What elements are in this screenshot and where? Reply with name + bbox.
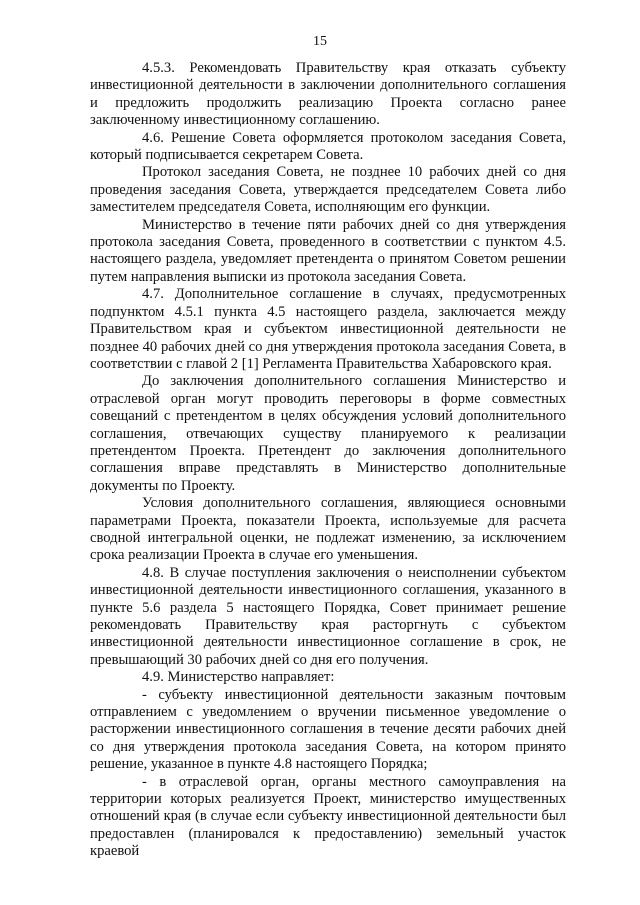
paragraph-4-5-3: 4.5.3. Рекомендовать Правительству края отказать субъекту инвестиционной деятельности в заключении дополнительного соглашения и предложить продолжить реализацию Проекта согласно ранее заключенному инвестиционному соглашению. (90, 60, 566, 129)
paragraph-protocol-approval: Протокол заседания Совета, не позднее 10 рабочих дней со дня проведения заседания Совета, утверждается председателем Совета либо заместителем председателя Совета, исполняющим его функции. (90, 164, 566, 216)
paragraph-4-7: 4.7. Дополнительное соглашение в случаях, предусмотренных подпунктом 4.5.1 пункта 4.5 настоящего раздела, заключается между Правительством края и субъектом инвестиционной деятельности не позднее 40 рабочих дней со дня утверждения протокола заседания Совета, в соответствии с главой 2 [1] Регламента Правительства Хабаровского края. (90, 286, 566, 372)
paragraph-ministry-notification: Министерство в течение пяти рабочих дней со дня утверждения протокола заседания Совета, проведенного в соответствии с пунктом 4.5. настоящего раздела, уведомляет претендента о принятом Советом решении путем направления выписки из протокола заседания Совета. (90, 216, 566, 285)
paragraph-negotiations: До заключения дополнительного соглашения Министерство и отраслевой орган могут проводить переговоры в форме совместных совещаний с претендентом в целях обсуждения условий дополнительного соглашения, отвечающих существу планируемого к реализации претендентом Проекта. Претендент до заключения дополнительного соглашения вправе представлять в Министерство дополнительные документы по Проекту. (90, 373, 566, 494)
paragraph-agreement-conditions: Условия дополнительного соглашения, являющиеся основными параметрами Проекта, показатели Проекта, используемые для расчета сводной интегральной оценки, не подлежат изменению, за исключением срока реализации Проекта в случае его уменьшения. (90, 495, 566, 564)
paragraph-4-8: 4.8. В случае поступления заключения о неисполнении субъектом инвестиционной деятельности инвестиционного соглашения, указанного в пункте 5.6 раздела 5 настоящего Порядка, Совет принимает решение рекомендовать Правительству края расторгнуть с субъектом инвестиционной деятельности инвестиционное соглашение в срок, не превышающий 30 рабочих дней со дня его получения. (90, 564, 566, 668)
paragraph-4-6: 4.6. Решение Совета оформляется протоколом заседания Совета, который подписывается секретарем Совета. (90, 129, 566, 164)
paragraph-4-9: 4.9. Министерство направляет: (142, 669, 335, 686)
list-item-sector-body-notice: - в отраслевой орган, органы местного самоуправления на территории которых реализуется Проект, министерство имущественных отношений края (в случае если субъекту инвестиционной деятельности был предоставлен (планировался к предоставлению) земельный участок краевой (90, 773, 566, 860)
page-number: 15 (313, 34, 327, 49)
list-item-investor-notice: - субъекту инвестиционной деятельности заказным почтовым отправлением с уведомлением о вручении письменное уведомление о расторжении инвестиционного соглашения в течение десяти рабочих дней со дня утверждения протокола заседания Совета, на котором принято решение, указанное в пункте 4.8 настоящего Порядка; (90, 686, 566, 773)
document-body (90, 60, 566, 861)
